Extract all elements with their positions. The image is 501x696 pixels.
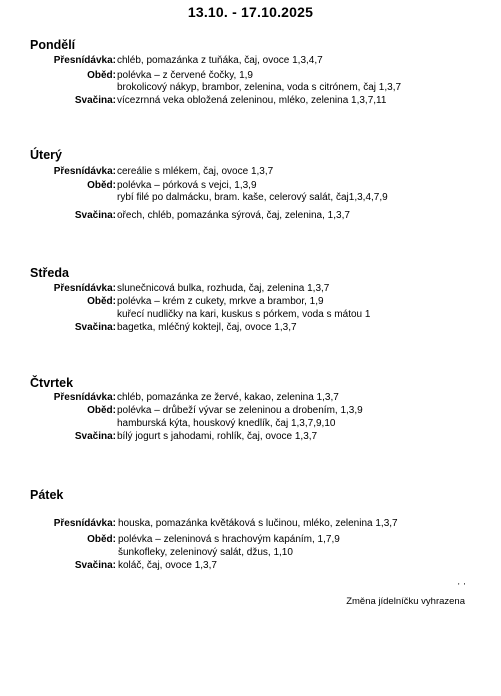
- meal-label: Přesnídávka:: [53, 283, 116, 294]
- meal-text: bagetka, mléčný koktejl, čaj, ovoce 1,3,7: [117, 322, 297, 333]
- meal-label: Oběd:: [87, 534, 116, 545]
- meal-text: polévka – drůbeží vývar se zeleninou a drobením, 1,3,9: [117, 405, 363, 416]
- meal-text: hamburská kýta, houskový knedlík, čaj 1,3,7,9,10: [117, 418, 336, 429]
- meal-text: houska, pomazánka květáková s lučinou, mléko, zelenina 1,3,7: [118, 518, 398, 529]
- meal-text: cereálie s mlékem, čaj, ovoce 1,3,7: [117, 166, 274, 177]
- meal-label: Svačina:: [74, 95, 116, 106]
- meal-label: Svačina:: [74, 210, 116, 221]
- meal-text: vícezrnná veka obložená zeleninou, mléko, zelenina 1,3,7,11: [117, 95, 387, 106]
- meal-label: Svačina:: [74, 431, 116, 442]
- meal-text: polévka – pórková s vejci, 1,3,9: [117, 180, 257, 191]
- footer-note: Změna jídelníčku vyhrazena: [346, 596, 465, 607]
- meal-label: Oběd:: [87, 405, 116, 416]
- meal-label: Přesnídávka:: [53, 518, 116, 529]
- meal-label: Přesnídávka:: [53, 166, 116, 177]
- meal-text: ořech, chléb, pomazánka sýrová, čaj, zelenina, 1,3,7: [117, 210, 350, 221]
- meal-text: bílý jogurt s jahodami, rohlík, čaj, ovoce 1,3,7: [117, 431, 318, 442]
- day-heading-pondeli: Pondělí: [30, 38, 76, 52]
- meal-text: chléb, pomazánka ze žervé, kakao, zelenina 1,3,7: [117, 392, 339, 403]
- meal-label: Oběd:: [87, 180, 116, 191]
- meal-text: polévka – krém z cukety, mrkve a brambor, 1,9: [117, 296, 324, 307]
- meal-label: Svačina:: [74, 322, 116, 333]
- meal-text: polévka – zeleninová s hrachovým kapáním, 1,7,9: [118, 534, 340, 545]
- meal-text: šunkofleky, zeleninový salát, džus, 1,10: [118, 547, 293, 558]
- meal-text: polévka – z červené čočky, 1,9: [117, 70, 253, 81]
- day-heading-patek: Pátek: [30, 488, 64, 502]
- meal-text: brokolicový nákyp, brambor, zelenina, voda s citrónem, čaj 1,3,7: [117, 82, 402, 93]
- meal-label: Oběd:: [87, 70, 116, 81]
- day-heading-utery: Úterý: [30, 148, 62, 162]
- meal-text: koláč, čaj, ovoce 1,3,7: [118, 560, 217, 571]
- quote-marks: ' ': [458, 582, 467, 591]
- menu-title: 13.10. - 17.10.2025: [187, 4, 314, 20]
- day-heading-streda: Středa: [30, 266, 69, 280]
- meal-label: Svačina:: [74, 560, 116, 571]
- meal-text: chléb, pomazánka z tuňáka, čaj, ovoce 1,3,4,7: [117, 55, 323, 66]
- meal-text: slunečnicová bulka, rozhuda, čaj, zelenina 1,3,7: [117, 283, 330, 294]
- meal-label: Oběd:: [87, 296, 116, 307]
- meal-label: Přesnídávka:: [53, 55, 116, 66]
- meal-text: kuřecí nudličky na kari, kuskus s pórkem, voda s mátou 1: [117, 309, 371, 320]
- day-heading-ctvrtek: Čtvrtek: [30, 376, 74, 390]
- meal-label: Přesnídávka:: [53, 392, 116, 403]
- meal-text: rybí filé po dalmácku, bram. kaše, celerový salát, čaj1,3,4,7,9: [117, 192, 388, 203]
